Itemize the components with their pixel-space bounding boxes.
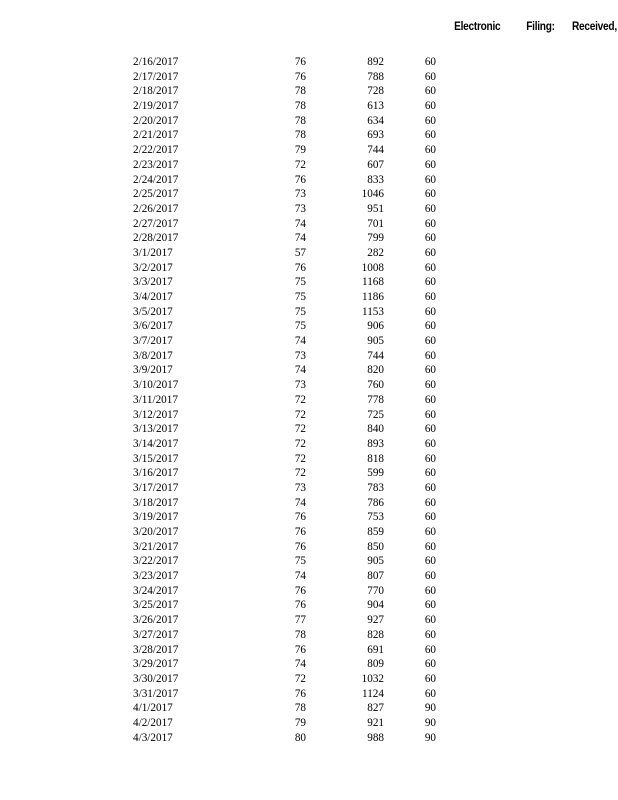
- value-b-cell: 1032: [361, 672, 384, 685]
- value-c-cell: 60: [424, 305, 436, 318]
- value-b-cell: 1046: [361, 188, 384, 201]
- value-a-cell: 57: [294, 246, 306, 259]
- value-b-cell: 820: [367, 364, 384, 377]
- value-b-cell: 1124: [362, 687, 384, 700]
- table-row: [0, 99, 618, 114]
- date-cell: 3/19/2017: [133, 511, 179, 524]
- value-a-cell: 74: [294, 217, 306, 230]
- value-a-cell: 77: [294, 614, 306, 627]
- value-a-cell: 76: [294, 261, 306, 274]
- table-row: [0, 643, 618, 658]
- value-b-cell: 282: [367, 246, 384, 259]
- value-b-cell: 833: [367, 173, 384, 186]
- date-cell: 3/2/2017: [133, 261, 173, 274]
- value-a-cell: 80: [294, 731, 306, 744]
- value-c-cell: 60: [424, 540, 436, 553]
- table-row: [0, 540, 618, 555]
- value-b-cell: 607: [367, 158, 384, 171]
- table-row: [0, 246, 618, 261]
- value-c-cell: 60: [424, 188, 436, 201]
- value-c-cell: 60: [424, 555, 436, 568]
- value-a-cell: 76: [294, 173, 306, 186]
- table-row: [0, 319, 618, 334]
- value-a-cell: 72: [294, 393, 306, 406]
- value-b-cell: 1186: [362, 291, 384, 303]
- value-a-cell: 76: [294, 511, 306, 524]
- value-b-cell: 827: [367, 702, 384, 715]
- value-c-cell: 60: [424, 246, 436, 259]
- table-row: [0, 305, 618, 320]
- value-b-cell: 634: [367, 114, 384, 127]
- table-row: [0, 569, 618, 584]
- date-cell: 3/31/2017: [133, 687, 179, 700]
- date-cell: 4/3/2017: [133, 731, 173, 744]
- date-cell: 3/1/2017: [133, 246, 173, 259]
- value-b-cell: 988: [367, 731, 384, 744]
- date-cell: 3/10/2017: [133, 379, 179, 392]
- table-row: [0, 70, 618, 85]
- value-c-cell: 90: [424, 716, 436, 729]
- date-cell: 3/5/2017: [133, 305, 173, 318]
- date-cell: 4/2/2017: [133, 716, 173, 729]
- value-b-cell: 850: [367, 540, 384, 553]
- value-a-cell: 72: [294, 437, 306, 450]
- value-c-cell: 60: [424, 70, 436, 83]
- value-b-cell: 786: [367, 496, 384, 509]
- value-b-cell: 744: [367, 349, 384, 362]
- date-cell: 3/23/2017: [133, 570, 179, 583]
- table-row: [0, 231, 618, 246]
- date-cell: 2/20/2017: [133, 114, 179, 127]
- value-b-cell: 840: [367, 423, 384, 436]
- value-a-cell: 78: [294, 100, 306, 113]
- value-b-cell: 828: [367, 628, 384, 641]
- value-c-cell: 60: [424, 144, 436, 157]
- date-cell: 2/25/2017: [133, 188, 179, 201]
- table-row: [0, 55, 618, 70]
- value-a-cell: 72: [294, 158, 306, 171]
- value-c-cell: 60: [424, 320, 436, 333]
- value-a-cell: 75: [294, 276, 306, 289]
- value-a-cell: 73: [294, 349, 306, 362]
- date-cell: 3/26/2017: [133, 614, 179, 627]
- value-a-cell: 79: [294, 716, 306, 729]
- value-b-cell: 1153: [362, 305, 384, 318]
- value-a-cell: 75: [294, 555, 306, 568]
- value-c-cell: 60: [424, 643, 436, 656]
- date-cell: 2/24/2017: [133, 173, 179, 186]
- value-b-cell: 728: [367, 85, 384, 98]
- date-cell: 3/13/2017: [133, 423, 179, 436]
- value-c-cell: 60: [424, 335, 436, 348]
- value-c-cell: 60: [424, 217, 436, 230]
- value-c-cell: 60: [424, 85, 436, 98]
- date-cell: 3/7/2017: [133, 335, 173, 348]
- value-b-cell: 691: [367, 643, 384, 656]
- value-b-cell: 1008: [361, 261, 384, 274]
- date-cell: 2/27/2017: [133, 217, 179, 230]
- value-a-cell: 75: [294, 320, 306, 333]
- value-a-cell: 74: [294, 496, 306, 509]
- value-b-cell: 921: [367, 716, 384, 729]
- value-b-cell: 809: [367, 658, 384, 671]
- date-cell: 2/17/2017: [133, 70, 179, 83]
- table-row: [0, 716, 618, 731]
- value-c-cell: 60: [424, 379, 436, 392]
- value-c-cell: 60: [424, 452, 436, 465]
- date-cell: 3/11/2017: [133, 393, 178, 406]
- value-a-cell: 73: [294, 481, 306, 494]
- header-filing: Filing:: [526, 21, 555, 33]
- value-a-cell: 75: [294, 305, 306, 318]
- value-b-cell: 859: [367, 526, 384, 538]
- table-row: [0, 687, 618, 702]
- table-row: [0, 613, 618, 628]
- value-b-cell: 904: [367, 599, 384, 612]
- date-cell: 3/4/2017: [133, 291, 173, 303]
- date-cell: 3/20/2017: [133, 526, 179, 538]
- value-b-cell: 893: [367, 437, 384, 450]
- table-row: [0, 349, 618, 364]
- value-c-cell: 60: [424, 687, 436, 700]
- value-c-cell: 60: [424, 526, 436, 538]
- value-c-cell: 60: [424, 261, 436, 274]
- value-a-cell: 78: [294, 114, 306, 127]
- date-cell: 3/29/2017: [133, 658, 179, 671]
- value-b-cell: 701: [367, 217, 384, 230]
- date-cell: 3/18/2017: [133, 496, 179, 509]
- value-a-cell: 79: [294, 144, 306, 157]
- date-cell: 3/6/2017: [133, 320, 173, 333]
- table-row: [0, 598, 618, 613]
- table-row: [0, 672, 618, 687]
- date-cell: 2/28/2017: [133, 232, 179, 245]
- value-b-cell: 1168: [362, 276, 384, 289]
- value-a-cell: 76: [294, 56, 306, 68]
- value-a-cell: 76: [294, 599, 306, 612]
- table-row: [0, 437, 618, 452]
- value-c-cell: 60: [424, 570, 436, 583]
- value-b-cell: 807: [367, 570, 384, 583]
- value-a-cell: 78: [294, 702, 306, 715]
- table-row: [0, 510, 618, 525]
- date-cell: 3/12/2017: [133, 408, 179, 421]
- date-cell: 3/30/2017: [133, 672, 179, 685]
- value-b-cell: 927: [367, 614, 384, 627]
- table-row: [0, 363, 618, 378]
- date-cell: 2/21/2017: [133, 129, 179, 142]
- date-cell: 3/28/2017: [133, 643, 179, 656]
- value-c-cell: 60: [424, 628, 436, 641]
- value-b-cell: 744: [367, 144, 384, 157]
- value-c-cell: 60: [424, 291, 436, 303]
- value-a-cell: 76: [294, 643, 306, 656]
- table-row: [0, 275, 618, 290]
- value-c-cell: 60: [424, 408, 436, 421]
- filing-stamp-header: [0, 21, 617, 37]
- value-c-cell: 60: [424, 423, 436, 436]
- date-cell: 2/18/2017: [133, 85, 179, 98]
- value-c-cell: 90: [424, 702, 436, 715]
- value-b-cell: 818: [367, 452, 384, 465]
- value-b-cell: 905: [367, 555, 384, 568]
- table-row: [0, 422, 618, 437]
- value-c-cell: 60: [424, 511, 436, 524]
- value-a-cell: 74: [294, 335, 306, 348]
- table-row: [0, 378, 618, 393]
- value-c-cell: 60: [424, 658, 436, 671]
- value-b-cell: 906: [367, 320, 384, 333]
- value-a-cell: 76: [294, 540, 306, 553]
- table-row: [0, 393, 618, 408]
- table-row: [0, 452, 618, 467]
- value-b-cell: 753: [367, 511, 384, 524]
- table-row: [0, 496, 618, 511]
- value-c-cell: 60: [424, 614, 436, 627]
- header-received: Received,: [572, 21, 617, 33]
- date-cell: 2/22/2017: [133, 144, 179, 157]
- table-row: [0, 128, 618, 143]
- value-b-cell: 778: [367, 393, 384, 406]
- table-row: [0, 290, 618, 305]
- value-a-cell: 76: [294, 70, 306, 83]
- value-b-cell: 725: [367, 408, 384, 421]
- value-c-cell: 60: [424, 481, 436, 494]
- value-a-cell: 72: [294, 423, 306, 436]
- date-cell: 2/26/2017: [133, 202, 179, 215]
- date-cell: 3/9/2017: [133, 364, 173, 377]
- date-cell: 3/14/2017: [133, 437, 179, 450]
- value-b-cell: 693: [367, 129, 384, 142]
- table-row: [0, 481, 618, 496]
- value-c-cell: 60: [424, 276, 436, 289]
- date-cell: 3/24/2017: [133, 584, 179, 597]
- value-c-cell: 60: [424, 202, 436, 215]
- value-a-cell: 78: [294, 628, 306, 641]
- value-c-cell: 60: [424, 364, 436, 377]
- date-cell: 3/17/2017: [133, 481, 179, 494]
- table-row: [0, 628, 618, 643]
- table-row: [0, 701, 618, 716]
- table-row: [0, 187, 618, 202]
- table-row: [0, 217, 618, 232]
- value-b-cell: 892: [367, 56, 384, 68]
- value-a-cell: 78: [294, 129, 306, 142]
- value-b-cell: 760: [367, 379, 384, 392]
- value-c-cell: 60: [424, 232, 436, 245]
- value-a-cell: 74: [294, 232, 306, 245]
- value-c-cell: 60: [424, 173, 436, 186]
- date-cell: 3/3/2017: [133, 276, 173, 289]
- value-b-cell: 905: [367, 335, 384, 348]
- table-row: [0, 731, 618, 746]
- value-b-cell: 770: [367, 584, 384, 597]
- value-a-cell: 74: [294, 364, 306, 377]
- value-a-cell: 78: [294, 85, 306, 98]
- value-a-cell: 74: [294, 570, 306, 583]
- value-a-cell: 73: [294, 188, 306, 201]
- value-a-cell: 74: [294, 658, 306, 671]
- value-a-cell: 73: [294, 202, 306, 215]
- value-c-cell: 60: [424, 599, 436, 612]
- table-row: [0, 261, 618, 276]
- value-a-cell: 72: [294, 672, 306, 685]
- table-row: [0, 114, 618, 129]
- value-c-cell: 60: [424, 584, 436, 597]
- value-c-cell: 60: [424, 56, 436, 68]
- date-cell: 3/22/2017: [133, 555, 179, 568]
- date-cell: 3/8/2017: [133, 349, 173, 362]
- table-row: [0, 202, 618, 217]
- date-cell: 3/16/2017: [133, 467, 179, 480]
- date-cell: 2/16/2017: [133, 56, 179, 68]
- header-electronic: Electronic: [454, 21, 501, 33]
- value-c-cell: 60: [424, 672, 436, 685]
- value-a-cell: 76: [294, 687, 306, 700]
- table-row: [0, 554, 618, 569]
- value-a-cell: 76: [294, 526, 306, 538]
- value-b-cell: 783: [367, 481, 384, 494]
- table-row: [0, 173, 618, 188]
- table-row: [0, 158, 618, 173]
- date-cell: 3/27/2017: [133, 628, 179, 641]
- value-c-cell: 60: [424, 393, 436, 406]
- value-c-cell: 60: [424, 349, 436, 362]
- value-c-cell: 60: [424, 437, 436, 450]
- value-b-cell: 799: [367, 232, 384, 245]
- value-b-cell: 599: [367, 467, 384, 480]
- value-a-cell: 75: [294, 291, 306, 303]
- data-table: [0, 55, 618, 745]
- value-a-cell: 72: [294, 467, 306, 480]
- value-b-cell: 613: [367, 100, 384, 113]
- value-a-cell: 72: [294, 408, 306, 421]
- date-cell: 4/1/2017: [133, 702, 173, 715]
- value-c-cell: 60: [424, 114, 436, 127]
- date-cell: 2/23/2017: [133, 158, 179, 171]
- table-row: [0, 143, 618, 158]
- value-a-cell: 72: [294, 452, 306, 465]
- value-b-cell: 788: [367, 70, 384, 83]
- date-cell: 2/19/2017: [133, 100, 179, 113]
- value-c-cell: 60: [424, 129, 436, 142]
- value-c-cell: 60: [424, 496, 436, 509]
- value-c-cell: 60: [424, 158, 436, 171]
- value-c-cell: 60: [424, 467, 436, 480]
- table-row: [0, 657, 618, 672]
- value-a-cell: 73: [294, 379, 306, 392]
- table-row: [0, 525, 618, 540]
- table-row: [0, 466, 618, 481]
- date-cell: 3/15/2017: [133, 452, 179, 465]
- value-c-cell: 90: [424, 731, 436, 744]
- table-row: [0, 84, 618, 99]
- table-row: [0, 334, 618, 349]
- date-cell: 3/25/2017: [133, 599, 179, 612]
- date-cell: 3/21/2017: [133, 540, 179, 553]
- value-b-cell: 951: [367, 202, 384, 215]
- value-a-cell: 76: [294, 584, 306, 597]
- table-row: [0, 408, 618, 423]
- table-row: [0, 584, 618, 599]
- value-c-cell: 60: [424, 100, 436, 113]
